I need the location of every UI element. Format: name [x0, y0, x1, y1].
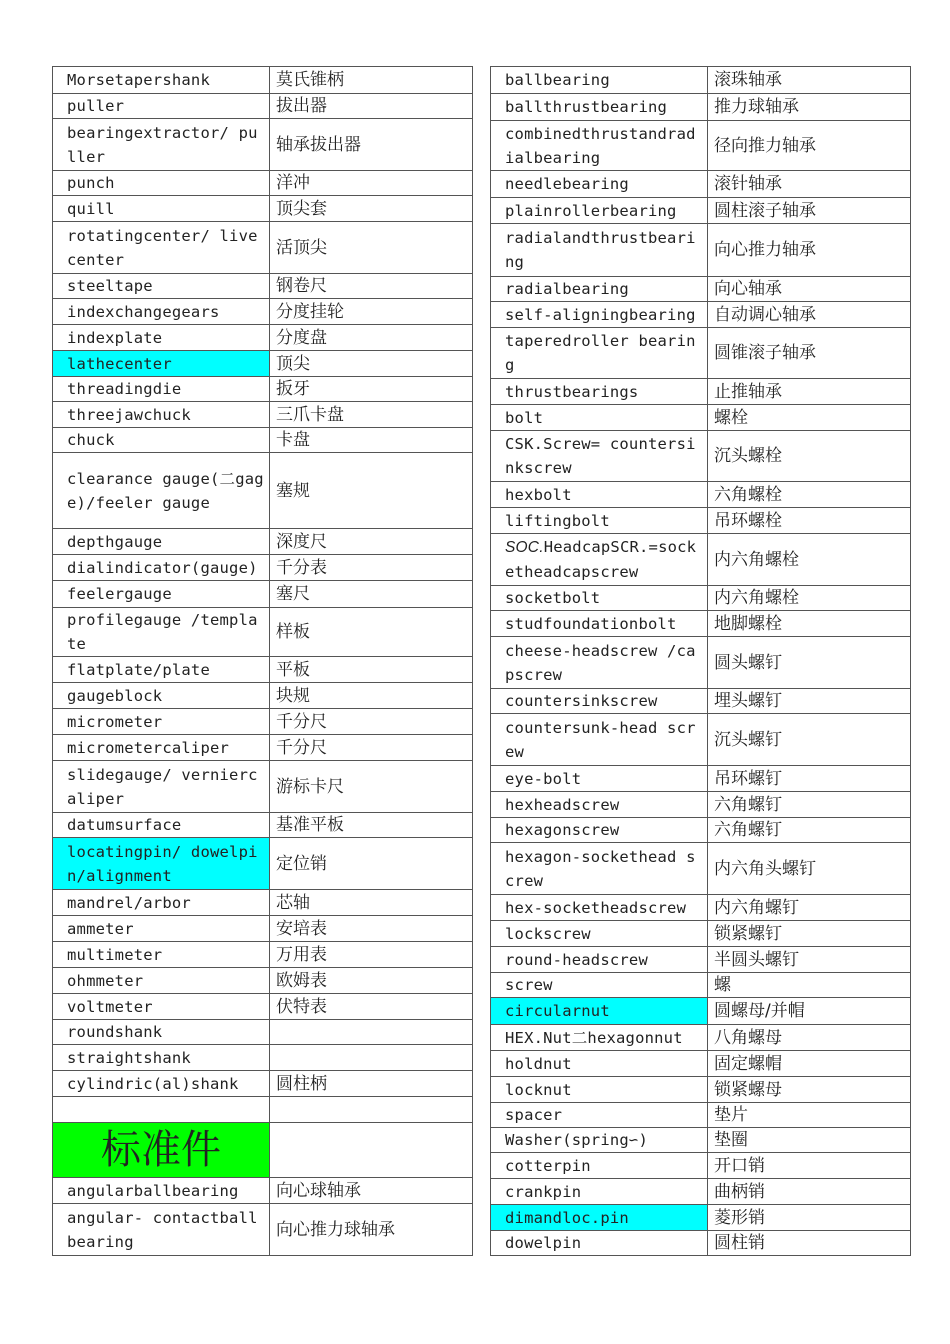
chinese-term: 向心球轴承 [270, 1178, 473, 1204]
chinese-term: 径向推力轴承 [708, 121, 911, 171]
english-term: hexheadscrew [491, 792, 708, 818]
table-row [53, 761, 473, 813]
chinese-term: 千分尺 [270, 735, 473, 761]
table-row [53, 299, 473, 325]
table-row [53, 1178, 473, 1204]
english-term: plainrollerbearing [491, 198, 708, 224]
table-row [53, 838, 473, 890]
english-term: puller [53, 94, 270, 119]
table-row [53, 1071, 473, 1097]
table-row [53, 968, 473, 994]
chinese-term: 活顶尖 [270, 222, 473, 274]
table-row [491, 843, 911, 895]
english-term: angular- contactballbearing [53, 1204, 270, 1256]
chinese-term: 滚珠轴承 [708, 67, 911, 94]
english-term: dowelpin [491, 1231, 708, 1256]
english-term: crankpin [491, 1179, 708, 1205]
english-term: countersunk-head screw [491, 714, 708, 766]
english-term: clearance gauge(二gage)/feeler gauge [53, 453, 270, 529]
table-row [53, 1045, 473, 1071]
english-term: radialandthrustbearing [491, 224, 708, 277]
english-term: voltmeter [53, 994, 270, 1020]
chinese-term: 块规 [270, 683, 473, 709]
table-row [491, 611, 911, 637]
english-term: locknut [491, 1077, 708, 1103]
table-row [53, 94, 473, 119]
chinese-term: 菱形销 [708, 1205, 911, 1231]
table-row [491, 921, 911, 947]
chinese-term: 吊环螺栓 [708, 508, 911, 534]
table-row [491, 792, 911, 818]
chinese-term: 轴承拔出器 [270, 119, 473, 171]
table-row [53, 453, 473, 529]
chinese-term: 圆柱销 [708, 1231, 911, 1256]
english-term: indexplate [53, 325, 270, 351]
chinese-term: 圆锥滚子轴承 [708, 328, 911, 379]
chinese-term: 锁紧螺钉 [708, 921, 911, 947]
english-term: self-aligningbearing [491, 302, 708, 328]
chinese-term: 顶尖 [270, 351, 473, 377]
table-row [491, 277, 911, 302]
table-row [53, 351, 473, 377]
table-row [491, 689, 911, 714]
table-row [53, 555, 473, 581]
chinese-term: 基准平板 [270, 813, 473, 838]
chinese-term: 沉头螺钉 [708, 714, 911, 766]
english-term: countersinkscrew [491, 689, 708, 714]
left-glossary-table [52, 66, 472, 1256]
chinese-term: 定位销 [270, 838, 473, 890]
table-row [491, 482, 911, 508]
chinese-term: 向心推力轴承 [708, 224, 911, 277]
english-term: ammeter [53, 916, 270, 942]
table-row [53, 916, 473, 942]
table-row [53, 428, 473, 453]
chinese-term: 卡盘 [270, 428, 473, 453]
english-term: slidegauge/ verniercaliper [53, 761, 270, 813]
chinese-term: 圆螺母/并帽 [708, 998, 911, 1025]
table-row [491, 94, 911, 121]
english-term: ohmmeter [53, 968, 270, 994]
chinese-term [270, 1123, 473, 1178]
table-row [53, 529, 473, 555]
table-row [491, 1231, 911, 1256]
english-term: feelergauge [53, 581, 270, 608]
table-row [491, 1205, 911, 1231]
table-row [491, 431, 911, 482]
chinese-term: 游标卡尺 [270, 761, 473, 813]
table-row [491, 534, 911, 586]
english-term: locatingpin/ dowelpin/alignment [53, 838, 270, 890]
english-term: round-headscrew [491, 947, 708, 973]
english-term: quill [53, 196, 270, 222]
english-term: straightshank [53, 1045, 270, 1071]
table-row [491, 1103, 911, 1128]
english-term: CSK.Screw= countersinkscrew [491, 431, 708, 482]
english-term: steeltape [53, 274, 270, 299]
chinese-term: 内六角螺栓 [708, 586, 911, 611]
section-heading: 标准件 [53, 1123, 270, 1178]
table-row [53, 735, 473, 761]
table-row [491, 818, 911, 843]
right-glossary-table [490, 66, 910, 1256]
english-term: lathecenter [53, 351, 270, 377]
english-term: cheese-headscrew /capscrew [491, 637, 708, 689]
table-row [491, 67, 911, 94]
chinese-term: 开口销 [708, 1153, 911, 1179]
english-term: dimandloc.pin [491, 1205, 708, 1231]
english-term: bearingextractor/ puller [53, 119, 270, 171]
table-row [53, 67, 473, 94]
chinese-term: 样板 [270, 608, 473, 657]
chinese-term: 推力球轴承 [708, 94, 911, 121]
chinese-term: 螺栓 [708, 405, 911, 431]
table-row [53, 683, 473, 709]
table-row [53, 325, 473, 351]
table-row [491, 328, 911, 379]
english-term: bolt [491, 405, 708, 431]
english-term: cotterpin [491, 1153, 708, 1179]
english-term: threejawchuck [53, 402, 270, 428]
chinese-term: 内六角螺钉 [708, 895, 911, 921]
english-term: mandrel/arbor [53, 890, 270, 916]
chinese-term: 万用表 [270, 942, 473, 968]
table-row [53, 1020, 473, 1045]
table-row [491, 998, 911, 1025]
chinese-term: 螺 [708, 973, 911, 998]
table-row [53, 890, 473, 916]
english-term: liftingbolt [491, 508, 708, 534]
table-row [53, 377, 473, 402]
english-term: ballthrustbearing [491, 94, 708, 121]
table-row [491, 895, 911, 921]
english-term: spacer [491, 1103, 708, 1128]
english-term: screw [491, 973, 708, 998]
table-row [53, 222, 473, 274]
chinese-term: 地脚螺栓 [708, 611, 911, 637]
chinese-term: 分度挂轮 [270, 299, 473, 325]
chinese-term: 安培表 [270, 916, 473, 942]
english-term: ballbearing [491, 67, 708, 94]
chinese-term: 垫圈 [708, 1128, 911, 1153]
table-row [491, 379, 911, 405]
table-row [491, 171, 911, 198]
chinese-term: 芯轴 [270, 890, 473, 916]
english-term: roundshank [53, 1020, 270, 1045]
english-term: dialindicator(gauge) [53, 555, 270, 581]
english-term: hexagonscrew [491, 818, 708, 843]
chinese-term: 六角螺钉 [708, 818, 911, 843]
english-term: multimeter [53, 942, 270, 968]
table-row [53, 994, 473, 1020]
english-term: micrometercaliper [53, 735, 270, 761]
chinese-term: 拔出器 [270, 94, 473, 119]
table-row [53, 196, 473, 222]
english-term: studfoundationbolt [491, 611, 708, 637]
table-row [53, 1097, 473, 1123]
table-row [491, 405, 911, 431]
table-row [53, 608, 473, 657]
chinese-term [270, 1045, 473, 1071]
english-term: chuck [53, 428, 270, 453]
english-term: Washer(spring∽) [491, 1128, 708, 1153]
english-term: circularnut [491, 998, 708, 1025]
chinese-term [270, 1097, 473, 1123]
chinese-term: 沉头螺栓 [708, 431, 911, 482]
chinese-term: 塞规 [270, 453, 473, 529]
chinese-term [270, 1020, 473, 1045]
english-term: hexbolt [491, 482, 708, 508]
english-term: thrustbearings [491, 379, 708, 405]
chinese-term: 半圆头螺钉 [708, 947, 911, 973]
chinese-term: 圆头螺钉 [708, 637, 911, 689]
table-row [491, 508, 911, 534]
chinese-term: 向心推力球轴承 [270, 1204, 473, 1256]
english-term: eye-bolt [491, 766, 708, 792]
table-row [53, 402, 473, 428]
chinese-term: 滚针轴承 [708, 171, 911, 198]
chinese-term: 曲柄销 [708, 1179, 911, 1205]
english-term: socketbolt [491, 586, 708, 611]
table-row [491, 973, 911, 998]
table-row [491, 1051, 911, 1077]
chinese-term: 内六角头螺钉 [708, 843, 911, 895]
chinese-term: 六角螺钉 [708, 792, 911, 818]
table-row [53, 171, 473, 196]
chinese-term: 固定螺帽 [708, 1051, 911, 1077]
chinese-term: 吊环螺钉 [708, 766, 911, 792]
chinese-term: 平板 [270, 657, 473, 683]
chinese-term: 钢卷尺 [270, 274, 473, 299]
english-term: cylindric(al)shank [53, 1071, 270, 1097]
table-row [53, 942, 473, 968]
table-row [491, 224, 911, 277]
table-row [491, 121, 911, 171]
chinese-term: 三爪卡盘 [270, 402, 473, 428]
english-term: angularballbearing [53, 1178, 270, 1204]
english-term: SOC.HeadcapSCR.=socketheadcapscrew [491, 534, 708, 586]
english-term: punch [53, 171, 270, 196]
english-term: indexchangegears [53, 299, 270, 325]
table-row [491, 586, 911, 611]
table-row [491, 637, 911, 689]
english-term: profilegauge /template [53, 608, 270, 657]
table-row [53, 657, 473, 683]
english-term: rotatingcenter/ livecenter [53, 222, 270, 274]
chinese-term: 扳牙 [270, 377, 473, 402]
table-row [491, 1179, 911, 1205]
english-term: hex-socketheadscrew [491, 895, 708, 921]
italic-prefix: SOC. [505, 539, 544, 556]
chinese-term: 圆柱柄 [270, 1071, 473, 1097]
chinese-term: 锁紧螺母 [708, 1077, 911, 1103]
chinese-term: 圆柱滚子轴承 [708, 198, 911, 224]
chinese-term: 伏特表 [270, 994, 473, 1020]
english-term: holdnut [491, 1051, 708, 1077]
table-row [53, 1123, 473, 1178]
chinese-term: 止推轴承 [708, 379, 911, 405]
chinese-term: 八角螺母 [708, 1025, 911, 1051]
chinese-term: 顶尖套 [270, 196, 473, 222]
chinese-term: 垫片 [708, 1103, 911, 1128]
chinese-term: 深度尺 [270, 529, 473, 555]
english-term: Morsetapershank [53, 67, 270, 94]
english-term: gaugeblock [53, 683, 270, 709]
table-row [491, 198, 911, 224]
table-row [491, 1128, 911, 1153]
table-row [53, 709, 473, 735]
chinese-term: 内六角螺栓 [708, 534, 911, 586]
table-row [53, 274, 473, 299]
table-row [53, 119, 473, 171]
chinese-term: 塞尺 [270, 581, 473, 608]
english-term: taperedroller bearing [491, 328, 708, 379]
chinese-term: 洋冲 [270, 171, 473, 196]
chinese-term: 千分表 [270, 555, 473, 581]
table-row [491, 947, 911, 973]
table-row [491, 1077, 911, 1103]
english-term: flatplate/plate [53, 657, 270, 683]
english-term: micrometer [53, 709, 270, 735]
chinese-term: 千分尺 [270, 709, 473, 735]
english-term: needlebearing [491, 171, 708, 198]
table-row [491, 766, 911, 792]
english-term: datumsurface [53, 813, 270, 838]
english-term: lockscrew [491, 921, 708, 947]
english-term: HEX.Nut二hexagonnut [491, 1025, 708, 1051]
table-row [53, 813, 473, 838]
english-term: depthgauge [53, 529, 270, 555]
table-row [491, 302, 911, 328]
table-row [491, 1153, 911, 1179]
chinese-term: 自动调心轴承 [708, 302, 911, 328]
chinese-term: 莫氏锥柄 [270, 67, 473, 94]
english-term: hexagon-sockethead screw [491, 843, 708, 895]
table-row [491, 714, 911, 766]
chinese-term: 埋头螺钉 [708, 689, 911, 714]
table-row [53, 581, 473, 608]
chinese-term: 向心轴承 [708, 277, 911, 302]
english-term: threadingdie [53, 377, 270, 402]
table-row [491, 1025, 911, 1051]
english-term: radialbearing [491, 277, 708, 302]
chinese-term: 六角螺栓 [708, 482, 911, 508]
chinese-term: 欧姆表 [270, 968, 473, 994]
chinese-term: 分度盘 [270, 325, 473, 351]
english-term: combinedthrustandradialbearing [491, 121, 708, 171]
english-term [53, 1097, 270, 1123]
table-row [53, 1204, 473, 1256]
